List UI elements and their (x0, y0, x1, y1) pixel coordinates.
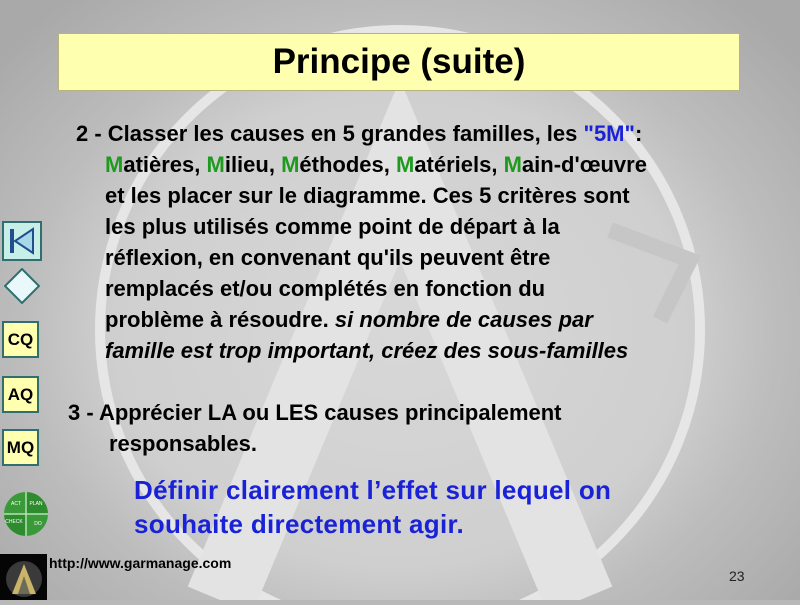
five-m-list (76, 149, 776, 180)
m-letter: M (281, 152, 300, 177)
pdca-wheel-button[interactable] (2, 490, 50, 538)
m-letter: M (206, 152, 225, 177)
m-word: ain-d'œuvre (521, 152, 647, 177)
point-3-line: 3 - Apprécier LA ou LES causes principalement (68, 400, 562, 425)
point-2-line: remplacés et/ou complétés en fonction du (105, 276, 546, 301)
pdca-check: CHECK (5, 519, 23, 525)
point-2-line (76, 304, 776, 335)
pdca-act: ACT (11, 501, 21, 507)
point-2-lead: 2 - Classer les causes en 5 grandes familles, les (76, 121, 584, 146)
slide-title-box (58, 33, 740, 91)
pdca-wheel-icon (2, 490, 50, 538)
highlight-line: Définir clairement l’effet sur lequel on (134, 475, 612, 505)
slide-title: Principe (suite) (272, 42, 526, 81)
cq-button[interactable] (2, 321, 39, 358)
pdca-do: DO (34, 521, 42, 527)
pdca-plan: PLAN (29, 501, 43, 507)
point-3-line: responsables. (109, 431, 257, 456)
point-2-line: les plus utilisés comme point de départ à la (105, 214, 560, 239)
aq-button[interactable] (2, 376, 39, 413)
point-2-line: et les placer sur le diagramme. Ces 5 critères sont (105, 183, 630, 208)
point-3-paragraph (68, 397, 768, 459)
mq-button[interactable] (2, 429, 39, 466)
m-word: atériels, (414, 152, 504, 177)
skip-to-start-icon (7, 226, 37, 256)
point-2-text: problème à résoudre. (105, 307, 335, 332)
m-letter: M (503, 152, 522, 177)
m-letter: M (395, 152, 415, 177)
point-2-italic-note: famille est trop important, créez des sous-familles (105, 338, 629, 363)
highlight-paragraph (134, 473, 754, 541)
point-2-paragraph (76, 118, 776, 366)
highlight-line: souhaite directement agir. (134, 509, 465, 539)
five-m-label: "5M" (583, 121, 635, 146)
website-url: http://www.garmanage.com (49, 555, 232, 571)
point-2-colon: : (634, 121, 643, 146)
logo-icon (0, 554, 47, 600)
aq-label: AQ (7, 384, 34, 404)
first-slide-button[interactable] (2, 221, 42, 261)
page-number: 23 (729, 568, 745, 584)
point-2-italic-note: si nombre de causes par (334, 307, 593, 332)
garmanage-logo (0, 554, 47, 600)
home-button[interactable] (4, 268, 40, 304)
m-word: éthodes, (299, 152, 396, 177)
diamond-icon (4, 268, 40, 304)
m-word: ilieu, (224, 152, 282, 177)
mq-label: MQ (6, 437, 35, 457)
point-2-line: réflexion, en convenant qu'ils peuvent être (105, 245, 551, 270)
m-letter: M (105, 152, 124, 177)
cq-label: CQ (7, 329, 34, 349)
m-word: atières, (123, 152, 207, 177)
